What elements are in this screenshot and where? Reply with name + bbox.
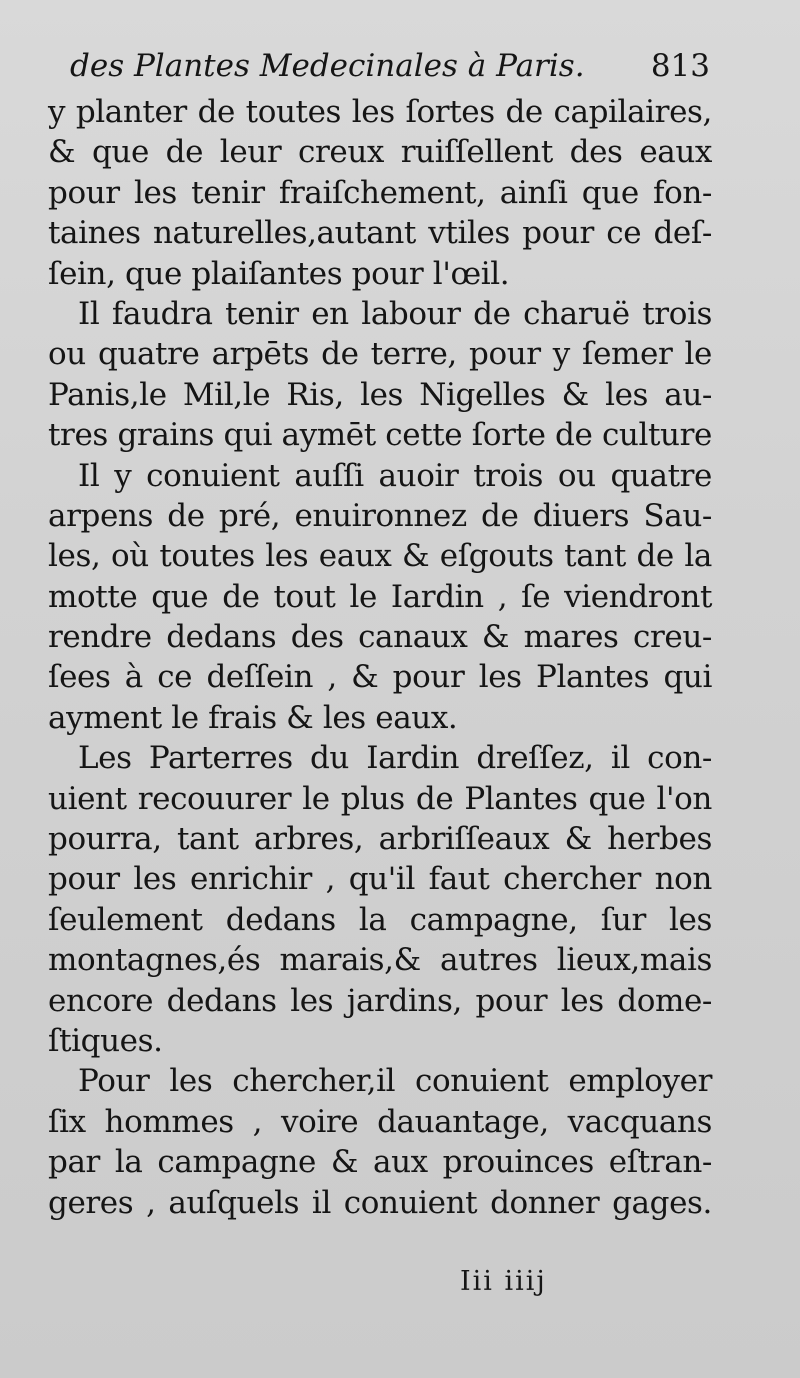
text-line: uient recouurer le plus de Plantes que l'on: [48, 780, 712, 817]
text-line: ſees à ce deſſein , & pour les Plantes qui: [48, 659, 712, 696]
text-line: motte que de tout le Iardin , ſe viendront: [48, 578, 712, 615]
text-line: ſtiques.: [48, 1022, 163, 1059]
text-line: encore dedans les jardins, pour les dome-: [48, 982, 712, 1019]
running-title: des Plantes Medecinales à Paris.: [70, 48, 585, 84]
text-line: tres grains qui aymēt cette ſorte de culture: [48, 417, 712, 454]
text-line: rendre dedans des canaux & mares creu-: [48, 619, 712, 656]
signature-mark: Iii iiij: [460, 1266, 547, 1297]
text-line: ſix hommes , voire dauantage, vacquans: [48, 1103, 712, 1140]
body-text: [48, 92, 712, 1223]
page-number: 813: [650, 48, 710, 84]
text-line: ſeulement dedans la campagne, ſur les: [48, 901, 712, 938]
text-line: Il y conuient auſſi auoir trois ou quatre: [78, 457, 712, 494]
running-head: [70, 38, 710, 94]
text-line: pour les enrichir , qu'il faut chercher non: [48, 861, 712, 898]
text-line: geres , auſquels il conuient donner gages.: [48, 1184, 712, 1221]
text-line: par la campagne & aux prouinces eſtran-: [48, 1144, 712, 1181]
text-line: pour les tenir fraiſchement, ainſi que fon-: [48, 174, 712, 211]
text-line: arpens de pré, enuironnez de diuers Sau-: [48, 497, 712, 534]
text-line: taines naturelles,autant vtiles pour ce deſ-: [48, 215, 712, 252]
text-line: Les Parterres du Iardin dreſſez, il con-: [78, 740, 712, 777]
text-line: Panis,le Mil,le Ris, les Nigelles & les au-: [48, 376, 712, 413]
text-line: Pour les chercher,il conuient employer: [78, 1063, 712, 1100]
text-line: y planter de toutes les ſortes de capilaires,: [48, 94, 712, 130]
text-line: ou quatre arpēts de terre, pour y ſemer le: [48, 336, 712, 373]
text-line: & que de leur creux ruiſſellent des eaux: [48, 134, 712, 171]
text-line: montagnes,és marais,& autres lieux,mais: [48, 942, 712, 979]
text-line: ſein, que plaiſantes pour l'œil.: [48, 255, 510, 292]
text-line: ayment le frais & les eaux.: [48, 699, 458, 736]
text-line: les, où toutes les eaux & eſgouts tant de la: [48, 538, 712, 575]
text-line: Il faudra tenir en labour de charuë trois: [78, 295, 712, 332]
text-line: pourra, tant arbres, arbriſſeaux & herbes: [48, 821, 712, 858]
